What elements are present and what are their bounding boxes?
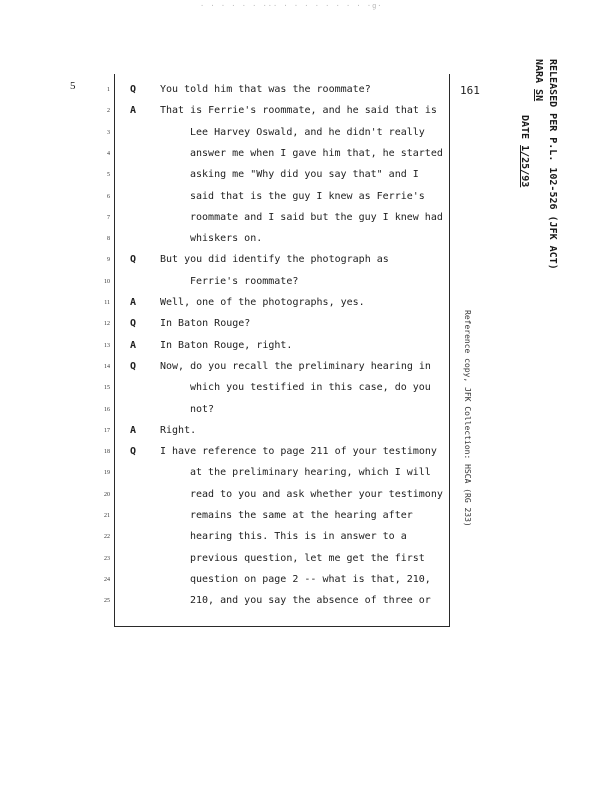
line-number: 9 [107, 257, 110, 264]
transcript-line: read to you and ask whether your testimony [190, 488, 443, 500]
speaker-marker: A [130, 424, 137, 436]
line-number: 23 [104, 555, 110, 562]
transcript-line: Ferrie's roommate? [190, 275, 299, 287]
line-number: 11 [104, 300, 110, 306]
speaker-marker: Q [130, 360, 137, 372]
transcript-line: asking me "Why did you say that" and I [190, 169, 419, 181]
line-number: 19 [104, 470, 110, 477]
faint-scan-artifact: · · · · · · ··· · · · · · · · · ·g· [200, 2, 383, 10]
stamp-nara-value: SN [533, 89, 544, 102]
line-number: 15 [104, 385, 110, 392]
line-number: 12 [104, 321, 110, 328]
transcript-line: roommate and I said but the guy I knew had [190, 211, 443, 223]
transcript-line: But you did identify the photograph as [160, 254, 389, 266]
stamp-date-label: DATE [519, 115, 530, 140]
line-number: 17 [104, 427, 110, 434]
stamp-nara-label: NARA [533, 59, 544, 84]
line-number: 24 [104, 576, 110, 583]
transcript-line: Well, one of the photographs, yes. [160, 297, 365, 308]
stamp-date-line [519, 115, 530, 187]
stamp-date-value: 1/25/93 [519, 145, 530, 188]
speaker-marker: Q [130, 254, 137, 266]
transcript-line: answer me when I gave him that, he started [190, 147, 443, 159]
line-number: 13 [104, 342, 110, 349]
speaker-marker: A [130, 339, 137, 351]
stamp-release-line: RELEASED PER P.L. 102-526 (JFK ACT) [547, 59, 558, 270]
line-number: 3 [107, 129, 110, 136]
speaker-marker: A [130, 297, 137, 308]
transcript-line: at the preliminary hearing, which I will [190, 467, 431, 479]
line-number: 18 [104, 449, 110, 456]
transcript-line: remains the same at the hearing after [190, 510, 413, 521]
margin-page-number: 5 [70, 80, 76, 92]
line-number: 14 [104, 363, 110, 370]
speaker-marker: Q [130, 446, 137, 458]
transcript-line: Right. [160, 424, 197, 436]
transcript-line: whiskers on. [190, 233, 263, 245]
speaker-marker: A [130, 105, 137, 117]
transcript-line: I have reference to page 211 of your testimony [160, 446, 437, 458]
stamp-nara-line [533, 59, 544, 101]
transcript-line: said that is the guy I knew as Ferrie's [190, 190, 425, 202]
line-number: 7 [107, 214, 110, 221]
transcript-line: That is Ferrie's roommate, and he said that is [160, 105, 437, 117]
speaker-marker: Q [130, 84, 137, 95]
line-number: 20 [104, 491, 110, 498]
transcript-line: question on page 2 -- what is that, 210, [190, 573, 431, 585]
transcript-line: 210, and you say the absence of three or [190, 595, 431, 607]
line-number: 6 [107, 193, 110, 200]
line-number: 21 [104, 513, 110, 519]
line-number: 16 [104, 406, 110, 413]
collection-reference-note: Reference copy, JFK Collection: HSCA (RG 233) [463, 310, 472, 527]
line-number: 4 [107, 150, 110, 157]
line-number: 22 [104, 534, 110, 541]
transcript-line: Now, do you recall the preliminary hearing in [160, 360, 431, 372]
speaker-marker: Q [130, 318, 137, 330]
line-number: 10 [104, 278, 110, 285]
transcript-line: You told him that was the roommate? [160, 84, 371, 95]
transcript-line: which you testified in this case, do you [190, 382, 431, 394]
transcript-line: In Baton Rouge, right. [160, 339, 293, 351]
transcript-line: not? [190, 403, 215, 415]
line-number: 1 [107, 87, 110, 93]
transcript-line: In Baton Rouge? [160, 318, 251, 330]
line-number: 25 [104, 598, 110, 605]
transcript-line: previous question, let me get the first [190, 552, 425, 564]
line-number: 8 [107, 236, 110, 243]
line-number: 2 [107, 108, 110, 115]
line-number: 5 [107, 172, 110, 179]
release-stamp [470, 57, 562, 270]
transcript-line: Lee Harvey Oswald, and he didn't really [190, 126, 425, 138]
page-number: 161 [460, 84, 480, 97]
transcript-line: hearing this. This is in answer to a [190, 531, 407, 543]
